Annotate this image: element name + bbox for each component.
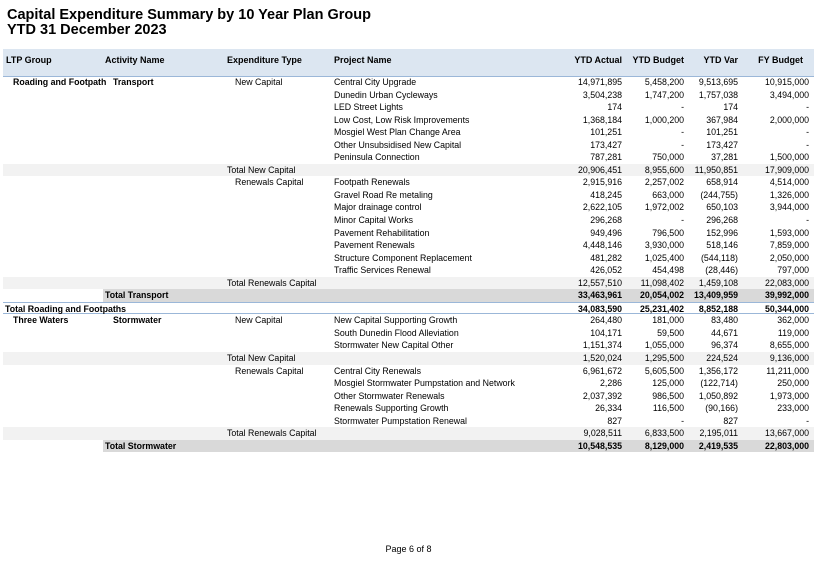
cell-var: 367,984 bbox=[706, 114, 738, 125]
cell-actual: 4,448,146 bbox=[582, 240, 622, 251]
report-title-line1: Capital Expenditure Summary by 10 Year Plan Group bbox=[7, 7, 371, 23]
subtotal-row bbox=[3, 164, 814, 177]
cell-budget: 796,500 bbox=[652, 227, 684, 238]
cell-project-name: Gravel Road Re metaling bbox=[334, 189, 433, 200]
cell-fy: 233,000 bbox=[777, 403, 809, 414]
cell-var: 13,409,959 bbox=[693, 290, 738, 301]
cell-var: 296,268 bbox=[706, 215, 738, 226]
cell-fy: 11,211,000 bbox=[766, 365, 809, 376]
cell-budget: - bbox=[681, 415, 684, 426]
cell-fy: - bbox=[806, 102, 809, 113]
table-row bbox=[3, 126, 814, 139]
table-row bbox=[3, 227, 814, 240]
cell-fy: 22,803,000 bbox=[764, 440, 809, 451]
cell-var: 44,671 bbox=[711, 327, 738, 338]
cell-actual: 2,286 bbox=[599, 378, 622, 389]
table-row bbox=[3, 151, 814, 164]
cell-ltp-group: Roading and Footpath bbox=[13, 77, 107, 87]
cell-activity-total-label: Total Transport bbox=[105, 290, 169, 301]
table-row bbox=[3, 89, 814, 102]
cell-actual: 2,915,916 bbox=[582, 177, 622, 188]
cell-ltp-group: Three Waters bbox=[13, 315, 69, 326]
cell-actual: 9,028,511 bbox=[583, 428, 622, 439]
subtotal-row bbox=[3, 277, 814, 290]
cell-project-name: Renewals Supporting Growth bbox=[334, 403, 449, 414]
page-number: Page 6 of 8 bbox=[385, 544, 432, 554]
report-title bbox=[7, 8, 371, 38]
cell-var: 173,427 bbox=[706, 139, 738, 150]
cell-actual: 26,334 bbox=[595, 403, 622, 414]
cell-fy: - bbox=[806, 139, 809, 150]
cell-actual: 481,282 bbox=[590, 252, 622, 263]
col-ytd-var: YTD Var bbox=[703, 55, 738, 65]
cell-budget: 663,000 bbox=[652, 189, 684, 200]
cell-fy: - bbox=[806, 127, 809, 138]
cell-project-name: Other Stormwater Renewals bbox=[334, 390, 445, 401]
cell-project-name: New Capital Supporting Growth bbox=[334, 315, 458, 326]
table-row bbox=[3, 139, 814, 152]
cell-project-name: Minor Capital Works bbox=[334, 215, 414, 226]
cell-project-name: Major drainage control bbox=[334, 202, 422, 213]
cell-budget: 1,295,500 bbox=[644, 353, 684, 364]
cell-actual: 1,151,374 bbox=[582, 340, 622, 351]
cell-project-name: Low Cost, Low Risk Improvements bbox=[334, 114, 470, 125]
cell-budget: 59,500 bbox=[657, 327, 684, 338]
cell-fy: 1,973,000 bbox=[769, 390, 809, 401]
cell-var: 2,195,011 bbox=[699, 428, 738, 439]
cell-budget: 986,500 bbox=[652, 390, 684, 401]
cell-budget: 3,930,000 bbox=[644, 240, 684, 251]
cell-budget: 1,972,002 bbox=[644, 202, 684, 213]
cell-budget: 1,747,200 bbox=[644, 89, 684, 100]
cell-actual: 296,268 bbox=[590, 215, 622, 226]
cell-budget: 1,025,400 bbox=[644, 252, 684, 263]
cell-fy: 3,494,000 bbox=[769, 89, 809, 100]
cell-actual: 33,463,961 bbox=[577, 290, 622, 301]
col-expenditure-type: Expenditure Type bbox=[227, 55, 302, 65]
cell-project-name: Central City Upgrade bbox=[334, 77, 417, 87]
table-row bbox=[3, 189, 814, 202]
cell-fy: 7,859,000 bbox=[769, 240, 809, 251]
activity-total-row bbox=[3, 289, 814, 302]
cell-budget: 1,000,200 bbox=[644, 114, 684, 125]
group-total-row bbox=[3, 302, 814, 315]
col-ltp-group: LTP Group bbox=[6, 55, 52, 65]
report-title-line2: YTD 31 December 2023 bbox=[7, 22, 167, 38]
cell-budget: 454,498 bbox=[652, 265, 684, 276]
cell-var: 2,419,535 bbox=[698, 440, 738, 451]
cell-actual: 264,480 bbox=[590, 315, 622, 326]
cell-actual: 34,083,590 bbox=[577, 303, 622, 314]
cell-budget: 8,129,000 bbox=[644, 440, 684, 451]
cell-budget: 20,054,002 bbox=[639, 290, 684, 301]
subtotal-row bbox=[3, 352, 814, 365]
cell-actual: 3,504,238 bbox=[582, 89, 622, 100]
cell-budget: 125,000 bbox=[652, 378, 684, 389]
cell-var: 1,356,172 bbox=[698, 365, 738, 376]
cell-var: (28,446) bbox=[705, 265, 738, 276]
table-row bbox=[3, 314, 814, 327]
cell-fy: 2,000,000 bbox=[769, 114, 809, 125]
col-project-name: Project Name bbox=[334, 55, 392, 65]
cell-fy: 50,344,000 bbox=[764, 303, 809, 314]
cell-var: 1,459,108 bbox=[698, 277, 738, 288]
cell-activity-name: Stormwater bbox=[113, 315, 162, 326]
cell-var: (90,166) bbox=[705, 403, 738, 414]
cell-budget: - bbox=[681, 215, 684, 226]
cell-subtotal-label: Total Renewals Capital bbox=[227, 428, 317, 439]
cell-fy: 119,000 bbox=[777, 327, 809, 338]
cell-fy: - bbox=[806, 215, 809, 226]
cell-budget: - bbox=[681, 127, 684, 138]
cell-var: 101,251 bbox=[706, 127, 738, 138]
cell-fy: 10,915,000 bbox=[764, 77, 809, 87]
cell-fy: 4,514,000 bbox=[769, 177, 809, 188]
cell-budget: 1,055,000 bbox=[644, 340, 684, 351]
cell-var: 224,524 bbox=[706, 353, 738, 364]
cell-project-name: Footpath Renewals bbox=[334, 177, 410, 188]
cell-fy: 362,000 bbox=[777, 315, 809, 326]
cell-fy: 9,136,000 bbox=[769, 353, 809, 364]
cell-var: 9,513,695 bbox=[698, 77, 738, 87]
cell-actual: 20,906,451 bbox=[577, 164, 622, 175]
cell-actual: 6,961,672 bbox=[582, 365, 622, 376]
cell-actual: 104,171 bbox=[590, 327, 622, 338]
cell-actual: 418,245 bbox=[590, 189, 622, 200]
cell-fy: 22,083,000 bbox=[764, 277, 809, 288]
table-body bbox=[3, 76, 814, 452]
cell-subtotal-label: Total Renewals Capital bbox=[227, 277, 317, 288]
cell-fy: 1,326,000 bbox=[769, 189, 809, 200]
table-row bbox=[3, 402, 814, 415]
cell-fy: 3,944,000 bbox=[769, 202, 809, 213]
cell-budget: 750,000 bbox=[652, 152, 684, 163]
cell-budget: 5,605,500 bbox=[644, 365, 684, 376]
cell-budget: 11,098,402 bbox=[640, 277, 684, 288]
cell-actual: 2,037,392 bbox=[582, 390, 622, 401]
cell-project-name: LED Street Lights bbox=[334, 102, 403, 113]
table-row bbox=[3, 239, 814, 252]
table-row bbox=[3, 339, 814, 352]
cell-subtotal-label: Total New Capital bbox=[227, 353, 296, 364]
cell-budget: 5,458,200 bbox=[644, 77, 684, 87]
cell-actual: 1,368,184 bbox=[582, 114, 622, 125]
cell-actual: 101,251 bbox=[590, 127, 622, 138]
table-header bbox=[3, 49, 814, 77]
cell-project-name: Pavement Rehabilitation bbox=[334, 227, 430, 238]
cell-project-name: Central City Renewals bbox=[334, 365, 422, 376]
cell-actual: 10,548,535 bbox=[577, 440, 622, 451]
cell-fy: 1,593,000 bbox=[769, 227, 809, 238]
cell-expenditure-type: New Capital bbox=[235, 315, 283, 326]
cell-var: (544,118) bbox=[700, 252, 738, 263]
cell-project-name: Other Unsubsidised New Capital bbox=[334, 139, 462, 150]
cell-budget: - bbox=[681, 139, 684, 150]
cell-var: 8,852,188 bbox=[698, 303, 738, 314]
cell-actual: 827 bbox=[607, 415, 622, 426]
cell-fy: 13,667,000 bbox=[764, 428, 809, 439]
cell-fy: 8,655,000 bbox=[769, 340, 809, 351]
cell-fy: 797,000 bbox=[777, 265, 809, 276]
table-row bbox=[3, 176, 814, 189]
table-row bbox=[3, 264, 814, 277]
cell-actual: 1,520,024 bbox=[582, 353, 622, 364]
cell-var: 152,996 bbox=[706, 227, 738, 238]
col-ytd-actual: YTD Actual bbox=[574, 55, 622, 65]
activity-total-row bbox=[3, 440, 814, 453]
cell-group-total-label: Total Roading and Footpaths bbox=[5, 303, 127, 314]
cell-fy: 39,992,000 bbox=[764, 290, 809, 301]
subtotal-row bbox=[3, 427, 814, 440]
table-row bbox=[3, 114, 814, 127]
cell-activity-total-label: Total Stormwater bbox=[105, 440, 177, 451]
cell-project-name: Structure Component Replacement bbox=[334, 252, 472, 263]
cell-actual: 12,557,510 bbox=[577, 277, 622, 288]
table-row bbox=[3, 76, 814, 89]
cell-budget: - bbox=[681, 102, 684, 113]
cell-budget: 6,833,500 bbox=[644, 428, 684, 439]
cell-actual: 949,496 bbox=[590, 227, 622, 238]
cell-fy: 1,500,000 bbox=[769, 152, 809, 163]
cell-fy: 2,050,000 bbox=[769, 252, 809, 263]
cell-var: 650,103 bbox=[706, 202, 738, 213]
cell-actual: 787,281 bbox=[590, 152, 622, 163]
cell-fy: 17,909,000 bbox=[764, 164, 809, 175]
cell-var: 37,281 bbox=[711, 152, 738, 163]
cell-project-name: Mosgiel West Plan Change Area bbox=[334, 127, 461, 138]
cell-var: 518,146 bbox=[706, 240, 738, 251]
cell-project-name: Peninsula Connection bbox=[334, 152, 420, 163]
table-row bbox=[3, 415, 814, 428]
table-row bbox=[3, 365, 814, 378]
cell-actual: 2,622,105 bbox=[582, 202, 622, 213]
cell-budget: 25,231,402 bbox=[639, 303, 684, 314]
cell-var: (244,755) bbox=[700, 189, 738, 200]
cell-project-name: Dunedin Urban Cycleways bbox=[334, 89, 438, 100]
table-row bbox=[3, 377, 814, 390]
cell-budget: 116,500 bbox=[652, 403, 684, 414]
cell-actual: 174 bbox=[607, 102, 622, 113]
col-ytd-budget: YTD Budget bbox=[632, 55, 684, 65]
cell-var: 1,757,038 bbox=[698, 89, 738, 100]
cell-actual: 426,052 bbox=[590, 265, 622, 276]
cell-expenditure-type: Renewals Capital bbox=[235, 177, 304, 188]
cell-project-name: Stormwater Pumpstation Renewal bbox=[334, 415, 467, 426]
cell-var: (122,714) bbox=[700, 378, 738, 389]
cell-expenditure-type: New Capital bbox=[235, 77, 283, 87]
cell-budget: 2,257,002 bbox=[644, 177, 684, 188]
cell-project-name: Pavement Renewals bbox=[334, 240, 415, 251]
cell-var: 174 bbox=[723, 102, 738, 113]
col-fy-budget: FY Budget bbox=[758, 55, 803, 65]
table-row bbox=[3, 214, 814, 227]
cell-actual: 173,427 bbox=[590, 139, 622, 150]
cell-actual: 14,971,895 bbox=[577, 77, 622, 87]
cell-budget: 8,955,600 bbox=[644, 164, 684, 175]
cell-project-name: Mosgiel Stormwater Pumpstation and Network bbox=[334, 378, 515, 389]
cell-fy: 250,000 bbox=[777, 378, 809, 389]
table-row bbox=[3, 101, 814, 114]
cell-activity-name: Transport bbox=[113, 77, 154, 87]
cell-expenditure-type: Renewals Capital bbox=[235, 365, 304, 376]
cell-var: 11,950,851 bbox=[694, 164, 738, 175]
table-row bbox=[3, 201, 814, 214]
cell-subtotal-label: Total New Capital bbox=[227, 164, 296, 175]
cell-fy: - bbox=[806, 415, 809, 426]
cell-var: 1,050,892 bbox=[698, 390, 738, 401]
cell-var: 83,480 bbox=[711, 315, 738, 326]
cell-budget: 181,000 bbox=[652, 315, 684, 326]
table-row bbox=[3, 252, 814, 265]
cell-var: 827 bbox=[723, 415, 738, 426]
cell-var: 96,374 bbox=[711, 340, 738, 351]
table-row bbox=[3, 327, 814, 340]
table-row bbox=[3, 390, 814, 403]
cell-project-name: South Dunedin Flood Alleviation bbox=[334, 327, 459, 338]
cell-project-name: Traffic Services Renewal bbox=[334, 265, 431, 276]
col-activity-name: Activity Name bbox=[105, 55, 165, 65]
cell-var: 658,914 bbox=[706, 177, 738, 188]
cell-project-name: Stormwater New Capital Other bbox=[334, 340, 454, 351]
